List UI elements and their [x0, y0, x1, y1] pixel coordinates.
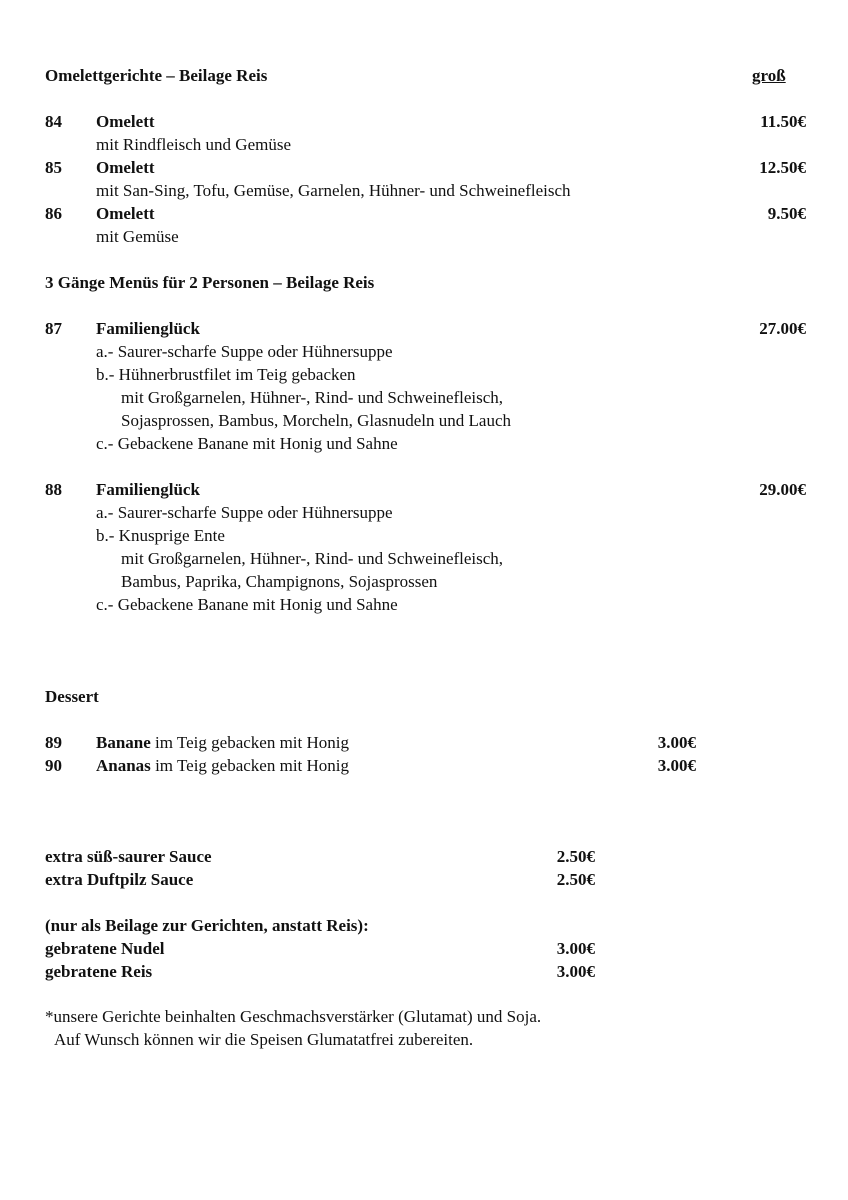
extra-sauce-price: 2.50€	[556, 847, 595, 866]
item-description: mit San-Sing, Tofu, Gemüse, Garnelen, Hühner- und Schweinefleisch	[96, 181, 571, 200]
item-price: 9.50€	[767, 204, 806, 223]
item-price: 3.00€	[657, 733, 696, 752]
item-price: 3.00€	[657, 756, 696, 775]
item-number: 87	[45, 319, 62, 338]
side-price: 3.00€	[556, 962, 595, 981]
item-price: 12.50€	[759, 158, 806, 177]
course-line: b.- Knusprige Ente	[96, 526, 225, 545]
size-header: groß	[752, 66, 786, 85]
item-name: Omelett	[96, 112, 155, 131]
side-label: gebratene Reis	[45, 962, 153, 981]
item-name: Familienglück	[96, 480, 200, 499]
item-name: Omelett	[96, 204, 155, 223]
item-name: Ananas	[96, 756, 151, 775]
footnote-line: *unsere Gerichte beinhalten Geschmachsverstärker (Glutamat) und Soja.	[45, 1007, 542, 1026]
course-line: mit Großgarnelen, Hühner-, Rind- und Schweinefleisch,	[121, 549, 504, 568]
course-line: a.- Saurer-scharfe Suppe oder Hühnersuppe	[96, 503, 393, 522]
extra-sauce-label: extra süß-saurer Sauce	[45, 847, 212, 866]
item-text	[96, 754, 349, 777]
item-number: 89	[45, 733, 62, 752]
course-line: b.- Hühnerbrustfilet im Teig gebacken	[96, 365, 356, 384]
item-description: im Teig gebacken mit Honig	[150, 733, 350, 752]
item-price: 27.00€	[759, 319, 806, 338]
item-name: Banane	[96, 733, 151, 752]
side-label: gebratene Nudel	[45, 939, 165, 958]
item-name: Familienglück	[96, 319, 200, 338]
item-number: 85	[45, 158, 62, 177]
side-note: (nur als Beilage zur Gerichten, anstatt Reis):	[45, 916, 369, 935]
section-title-dessert: Dessert	[45, 687, 99, 706]
footnote-line: Auf Wunsch können wir die Speisen Glumatatfrei zubereiten.	[54, 1030, 474, 1049]
section-title-omelett: Omelettgerichte – Beilage Reis	[45, 66, 268, 85]
course-line: a.- Saurer-scharfe Suppe oder Hühnersuppe	[96, 342, 393, 361]
section-title-menus: 3 Gänge Menüs für 2 Personen – Beilage Reis	[45, 273, 375, 292]
course-line: mit Großgarnelen, Hühner-, Rind- und Schweinefleisch,	[121, 388, 504, 407]
course-line: Sojasprossen, Bambus, Morcheln, Glasnudeln und Lauch	[121, 411, 511, 430]
item-name: Omelett	[96, 158, 155, 177]
item-description: mit Gemüse	[96, 227, 179, 246]
extra-sauce-price: 2.50€	[556, 870, 595, 889]
item-price: 29.00€	[759, 480, 806, 499]
item-description: mit Rindfleisch und Gemüse	[96, 135, 292, 154]
extra-sauce-label: extra Duftpilz Sauce	[45, 870, 194, 889]
course-line: Bambus, Paprika, Champignons, Sojasprossen	[121, 572, 438, 591]
item-number: 88	[45, 480, 62, 499]
item-number: 84	[45, 112, 62, 131]
item-number: 90	[45, 756, 62, 775]
course-line: c.- Gebackene Banane mit Honig und Sahne	[96, 595, 398, 614]
item-price: 11.50€	[760, 112, 806, 131]
side-price: 3.00€	[556, 939, 595, 958]
item-number: 86	[45, 204, 62, 223]
item-description: im Teig gebacken mit Honig	[150, 756, 350, 775]
item-text	[96, 731, 349, 754]
course-line: c.- Gebackene Banane mit Honig und Sahne	[96, 434, 398, 453]
